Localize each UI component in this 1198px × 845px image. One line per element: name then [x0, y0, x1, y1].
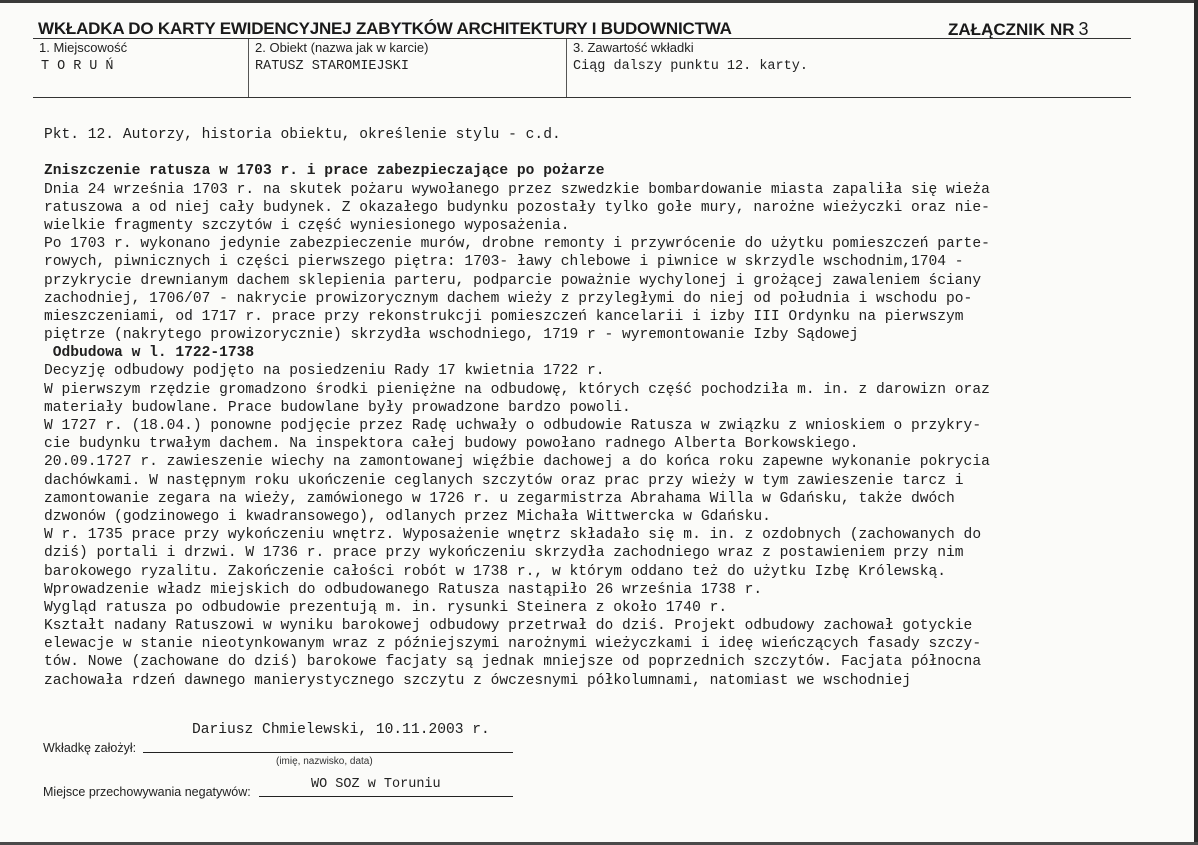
- signature-label: Wkładkę założył:: [43, 741, 137, 755]
- paragraph-line: Kształt nadany Ratuszowi w wyniku barokowej odbudowy przetrwał do dziś. Projekt odbudowy zachował gotyckie: [44, 618, 973, 635]
- paragraph-line: rowych, piwnicznych i części pierwszego piętra: 1703- ławy chlebowe i piwnice w skrzydle wschodnim,1704 -: [44, 254, 964, 271]
- attachment-label-text: ZAŁĄCZNIK NR: [948, 20, 1075, 39]
- heading-reconstruction: Odbudowa w l. 1722-1738: [44, 345, 255, 362]
- signature-field[interactable]: [143, 752, 513, 753]
- paragraph-line: elewacje w stanie nieotynkowanym wraz z późniejszymi narożnymi wieżyczkami i ideę wieńczących fasady szczy-: [44, 636, 982, 653]
- paragraph-line: W pierwszym rzędzie gromadzono środki pieniężne na odbudowę, których część pochodziła m. in. z darowizn oraz: [44, 381, 990, 398]
- paragraph-line: piętrze (nakrytego prowizorycznie) skrzydła wschodniego, 1719 r - wyremontowanie Izby Sądowej: [44, 327, 859, 344]
- contents-value: Ciąg dalszy punktu 12. karty.: [573, 59, 808, 74]
- author-signature: Dariusz Chmielewski, 10.11.2003 r.: [192, 722, 490, 738]
- locality-value: TORUŃ: [41, 59, 122, 74]
- paragraph-line: W r. 1735 prace przy wykończeniu wnętrz. Wyposażenie wnętrz składało się m. in. z ozdobnych (zachowanych do: [44, 527, 982, 544]
- paragraph-line: Dnia 24 września 1703 r. na skutek pożaru wywołanego przez szwedzkie bombardowanie miasta zapaliła się wieża: [44, 181, 990, 198]
- paragraph-line: Po 1703 r. wykonano jedynie zabezpieczenie murów, drobne remonty i przywrócenie do użytku pomieszczeń parte-: [44, 236, 990, 253]
- heading-destruction: Zniszczenie ratusza w 1703 r. i prace zabezpieczające po pożarze: [44, 163, 605, 180]
- paragraph-line: mieszczeniami, od 1717 r. prace przy rekonstrukcji pomieszczeń kancelarii i izby III Ordynku na pierwszym: [44, 308, 964, 325]
- negatives-value: WO SOZ w Toruniu: [311, 777, 441, 792]
- attachment-label: [948, 19, 1089, 40]
- section-intro: Pkt. 12. Autorzy, historia obiektu, określenie stylu - c.d.: [44, 127, 561, 143]
- locality-label: 1. Miejscowość: [39, 40, 128, 55]
- document-title: WKŁADKA DO KARTY EWIDENCYJNEJ ZABYTKÓW ARCHITEKTURY I BUDOWNICTWA: [38, 19, 732, 38]
- paragraph-line: Wygląd ratusza po odbudowie prezentują m. in. rysunki Steinera z około 1740 r.: [44, 599, 728, 616]
- paragraph-line: W 1727 r. (18.04.) ponowne podjęcie przez Radę uchwały o odbudowie Ratusza w związku z wnioskiem o przykry-: [44, 418, 982, 434]
- meta-cell-contents: [566, 39, 1132, 97]
- paragraph-line: dziś) portali i drzwi. W 1736 r. prace przy wykończeniu skrzydła zachodniego wraz z postawieniem przy nim: [44, 545, 964, 562]
- paragraph-line: tów. Nowe (zachowane do dziś) barokowe facjaty są jednak mniejsze od poprzednich szczytów. Facjata północna: [44, 654, 982, 671]
- contents-label: 3. Zawartość wkładki: [573, 40, 694, 55]
- paragraph-line: wielkie fragmenty szczytów i część wyniesionego wyposażenia.: [44, 217, 570, 234]
- paragraph-line: ratuszowa a od niej cały budynek. Z okazałego budynku pozostały tylko gołe mury, narożne wieżyczki oraz nie-: [44, 199, 990, 216]
- page-edge-top: [0, 0, 1198, 3]
- meta-cell-object: [248, 39, 567, 97]
- paragraph-line: barokowego ryzalitu. Zakończenie całości robót w 1738 r., w którym oddano też do użytku Izbę Królewską.: [44, 563, 947, 580]
- paragraph-line: Wprowadzenie władz miejskich do odbudowanego Ratusza nastąpiło 26 września 1738 r.: [44, 581, 763, 598]
- paragraph-line: 20.09.1727 r. zawieszenie wiechy na zamontowanej więźbie dachowej a do końca roku zapewne wykonanie pokrycia: [44, 454, 990, 471]
- negatives-label: Miejsce przechowywania negatywów:: [43, 785, 251, 799]
- paragraph-line: zachowała rdzeń dawnego manierystycznego szczytu z ówczesnymi półkolumnami, natomiast we wschodniej: [44, 672, 912, 689]
- paragraph-line: dzwonów (godzinowego i kwadransowego), odlanych przez Michała Wittwercka w Gdańsku.: [44, 508, 771, 525]
- signature-hint: (imię, nazwisko, data): [276, 756, 373, 767]
- negatives-field[interactable]: [259, 796, 513, 797]
- document-body: [44, 126, 1164, 690]
- paragraph-line: dachówkami. W następnym roku ukończenie ceglanych szczytów oraz prac przy wieży w tym zawieszenie tarcz i: [44, 472, 964, 489]
- attachment-number: 3: [1078, 19, 1089, 39]
- object-label: 2. Obiekt (nazwa jak w karcie): [255, 40, 429, 55]
- paragraph-line: Decyzję odbudowy podjęto na posiedzeniu Rady 17 kwietnia 1722 r.: [44, 363, 605, 380]
- paragraph-line: zamontowanie zegara na wieży, zamówionego w 1726 r. u zegarmistrza Abrahama Willa w Gdańsku, także dwóch: [44, 490, 955, 507]
- paragraph-line: przykrycie drewnianym dachem sklepienia parteru, podparcie poważnie wychylonej i grożącej zawaleniem ściany: [44, 272, 982, 289]
- meta-cell-locality: [33, 39, 248, 97]
- object-value: RATUSZ STAROMIEJSKI: [255, 59, 409, 74]
- paragraph-line: zachodniej, 1706/07 - nakrycie prowizorycznym dachem wieży z przyległymi do niej od południa i wschodu po-: [44, 290, 973, 307]
- meta-table: [33, 38, 1131, 98]
- spacer: [44, 144, 1164, 162]
- paragraph-line: materiały budowlane. Prace budowlane były prowadzone bardzo powoli.: [44, 399, 631, 416]
- paragraph-line: cie budynku trwałym dachem. Na inspektora całej budowy powołano radnego Alberta Borkowskiego.: [44, 436, 859, 453]
- page-edge-right: [1194, 0, 1198, 845]
